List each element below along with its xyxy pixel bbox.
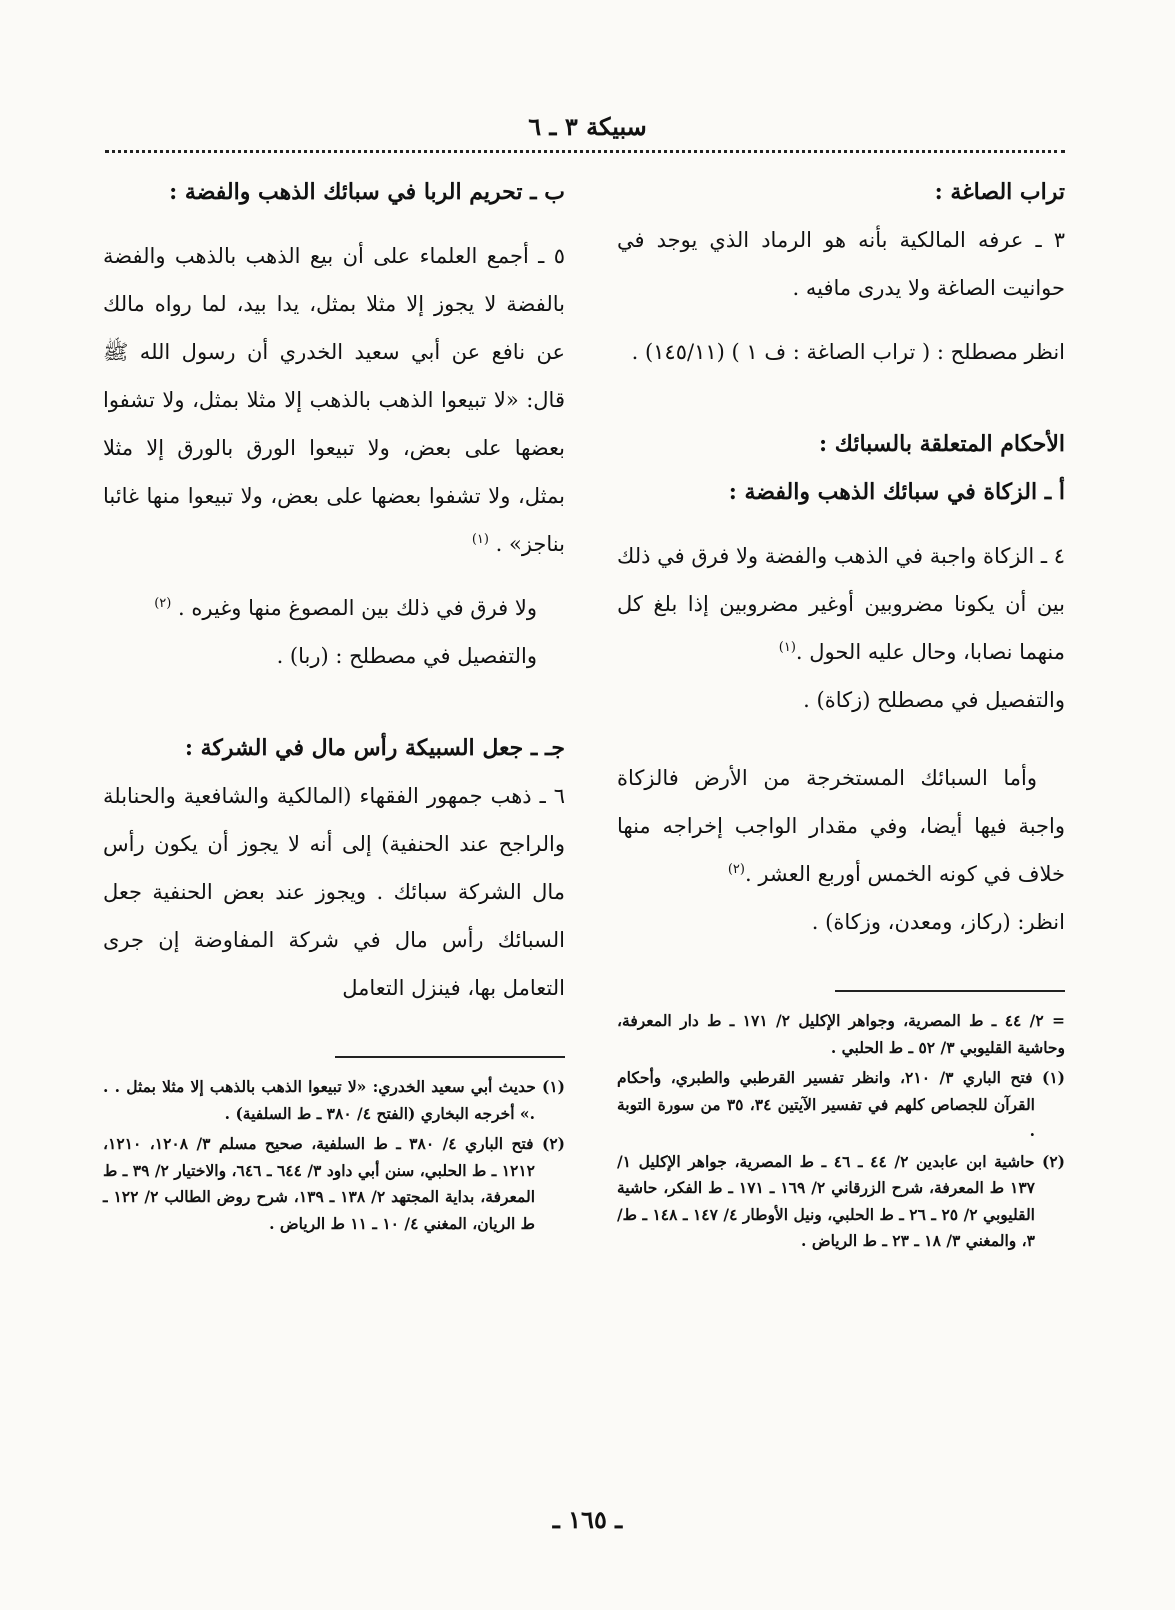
footnote: (٢) حاشية ابن عابدين ٢/ ٤٤ ـ ٤٦ ـ ط المصرية، جواهر الإكليل ١/ ١٣٧ ط المعرفة، شرح الزرقاني ٢/ ١٦٩ ـ ١٧١ ـ ط الفكر، حاشية القليوبي ٢/ ٢٥ ـ ٢٦ ـ ط الحلبي، ونيل الأوطار ٤/ ١٤٧ ـ ١٤٨ ـ ط/ ٣، والمغني ٣/ ١٨ ـ ٢٣ ـ ط الرياض . [617, 1151, 1066, 1250]
header-dotted-rule [105, 150, 1065, 153]
footnote-rule [335, 1056, 565, 1058]
right-column [617, 168, 1065, 1259]
paragraph: والتفصيل في مصطلح (زكاة) . [803, 688, 1065, 712]
footnote-ref: (١) [471, 532, 489, 547]
subsection-heading: جـ ـ جعل السبيكة رأس مال في الشركة : [184, 735, 565, 761]
paragraph: ٦ ـ ذهب جمهور الفقهاء (المالكية والشافعية والحنابلة والراجح عند الحنفية) إلى أنه لا يجوز أن يكون رأس مال الشركة سبائك . ويجوز عند بعض الحنفية جعل السبائك رأس مال في شركة المفاوضة إن جرى التعامل بها، فينزل التعامل [103, 784, 565, 1000]
page-number: ـ ١٦٥ ـ [552, 1505, 623, 1534]
footnote-ref: (٢) [154, 596, 172, 611]
paragraph: انظر مصطلح : ( تراب الصاغة : ف ١ ) (١٤٥/١١) . [631, 340, 1065, 364]
footnote: (٢) فتح الباري ٤/ ٣٨٠ ـ ط السلفية، صحيح مسلم ٣/ ١٢٠٨، ١٢١٠، ١٢١٢ ـ ط الحلبي، سنن أبي داود ٣/ ٦٤٤ ـ ٦٤٦، والاختيار ٢/ ٣٩ ـ ط المعرفة، بداية المجتهد ٢/ ١٣٨ ـ ١٣٩، شرح روض الطالب ٢/ ١٢٢ ـ ط الريان، المغني ٤/ ١٠ ـ ١١ ط الرياض . [103, 1134, 565, 1233]
paragraph [103, 232, 565, 568]
paragraph [103, 584, 565, 632]
section-heading: الأحكام المتعلقة بالسبائك : [819, 431, 1065, 457]
footnote: = ٢/ ٤٤ ـ ط المصرية، وجواهر الإكليل ٢/ ١٧١ ـ ط دار المعرفة، وحاشية القليوبي ٣/ ٥٢ ـ ط الحلبي . [617, 1011, 1065, 1057]
paragraph-text: ٤ ـ الزكاة واجبة في الذهب والفضة ولا فرق في ذلك بين أن يكونا مضروبين أوغير مضروبين إذا بلغ كل منهما نصابا، وحال عليه الحول . [617, 544, 1065, 664]
paragraph [617, 754, 1065, 898]
subsection-heading: ب ـ تحريم الربا في سبائك الذهب والفضة : [169, 179, 565, 205]
paragraph: انظر: (ركاز، ومعدن، وزكاة) . [811, 910, 1065, 934]
paragraph: والتفصيل في مصطلح : (ربا) . [276, 644, 537, 668]
paragraph-text: ٥ ـ أجمع العلماء على أن بيع الذهب بالذهب والفضة بالفضة لا يجوز إلا مثلا بمثل، يدا بيد، لما رواه مالك عن نافع عن أبي سعيد الخدري أن رسول الله ﷺ قال: «لا تبيعوا الذهب بالذهب إلا مثلا بمثل، ولا تشفوا بعضها على بعض، ولا تبيعوا الورق بالورق إلا مثلا بمثل، ولا تشفوا بعضها على بعض، ولا تبيعوا منها غائبا بناجز» . [103, 244, 565, 556]
footnote-rule [835, 990, 1065, 992]
paragraph-text: ولا فرق في ذلك بين المصوغ منها وغيره . [178, 596, 537, 620]
section-heading: تراب الصاغة : [934, 179, 1065, 205]
paragraph [617, 532, 1065, 676]
footnote-ref: (٢) [727, 862, 745, 877]
footnote-ref: (١) [778, 640, 796, 655]
footnote: (١) حديث أبي سعيد الخدري: «لا تبيعوا الذهب بالذهب إلا مثلا بمثل . . .» أخرجه البخاري (الفتح ٤/ ٣٨٠ ـ ط السلفية) . [103, 1077, 565, 1123]
left-column [103, 168, 565, 1241]
footnote: (١) فتح الباري ٣/ ٢١٠، وانظر تفسير القرطبي والطبري، وأحكام القرآن للجصاص كلهم في تفسير الآيتين ٣٤، ٣٥ من سورة التوبة . [617, 1068, 1065, 1140]
running-header: سبيكة ٣ ـ ٦ [528, 112, 647, 141]
subsection-heading: أ ـ الزكاة في سبائك الذهب والفضة : [728, 479, 1065, 505]
paragraph: ٣ ـ عرفه المالكية بأنه هو الرماد الذي يوجد في حوانيت الصاغة ولا يدرى مافيه . [617, 228, 1065, 300]
paragraph-text: وأما السبائك المستخرجة من الأرض فالزكاة واجبة فيها أيضا، وفي مقدار الواجب إخراجه منها خلاف في كونه الخمس أوربع العشر . [617, 766, 1065, 886]
